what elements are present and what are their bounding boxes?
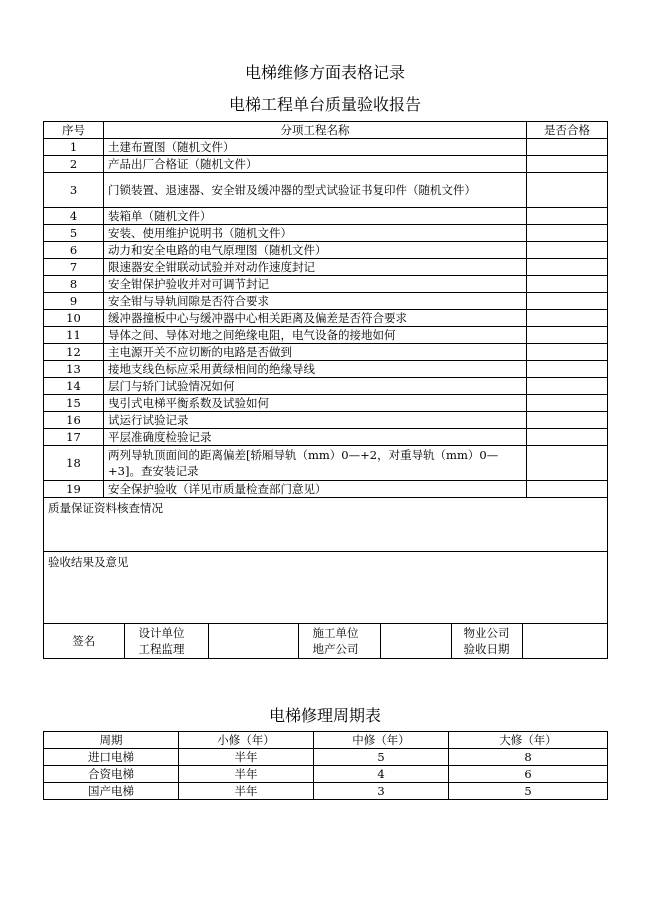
qualified-cell[interactable]	[527, 293, 608, 310]
row-number: 12	[44, 344, 104, 361]
cycle-value: 4	[314, 766, 449, 783]
item-name: 曳引式电梯平衡系数及试验如何	[104, 395, 527, 412]
header-qualified: 是否合格	[527, 122, 608, 139]
cycle-value: 半年	[179, 783, 314, 800]
table-row	[44, 242, 608, 259]
row-number: 5	[44, 225, 104, 242]
signature-row	[44, 624, 608, 659]
document-title: 电梯维修方面表格记录	[244, 63, 405, 82]
elevator-type: 合资电梯	[44, 766, 179, 783]
table-row	[44, 378, 608, 395]
qualified-cell[interactable]	[527, 225, 608, 242]
qualified-cell[interactable]	[527, 446, 608, 481]
qualified-cell[interactable]	[527, 242, 608, 259]
acceptance-result-row	[44, 552, 608, 624]
item-name: 平层准确度检验记录	[104, 429, 527, 446]
qualified-cell[interactable]	[527, 156, 608, 173]
row-number: 15	[44, 395, 104, 412]
table-row	[44, 310, 608, 327]
item-name: 两列导轨顶面间的距离偏差[轿厢导轨（mm）0—+2，对重导轨（mm）0—+3]。查安装记录	[104, 446, 527, 481]
item-name: 装箱单（随机文件）	[104, 208, 527, 225]
row-number: 11	[44, 327, 104, 344]
table-row	[44, 139, 608, 156]
label-line-2: 工程监理	[138, 642, 185, 656]
qualified-cell[interactable]	[527, 344, 608, 361]
table-row	[44, 766, 608, 783]
elevator-type: 国产电梯	[44, 783, 179, 800]
qualified-cell[interactable]	[527, 310, 608, 327]
qualified-cell[interactable]	[527, 429, 608, 446]
qualified-cell[interactable]	[527, 173, 608, 208]
repair-cycle-table	[43, 731, 608, 800]
cycle-header: 中修（年）	[314, 732, 449, 749]
item-name: 安全钳与导轨间隙是否符合要求	[104, 293, 527, 310]
acceptance-report-table	[43, 121, 608, 659]
cycle-value: 半年	[179, 766, 314, 783]
cycle-value: 5	[314, 749, 449, 766]
table-row	[44, 208, 608, 225]
row-number: 4	[44, 208, 104, 225]
table-row	[44, 429, 608, 446]
table-row	[44, 395, 608, 412]
table-row	[44, 749, 608, 766]
qualified-cell[interactable]	[527, 481, 608, 498]
qualified-cell[interactable]	[527, 259, 608, 276]
label-line-2: 地产公司	[312, 642, 359, 656]
quality-check-label[interactable]: 质量保证资料核查情况	[44, 498, 608, 552]
qualified-cell[interactable]	[527, 412, 608, 429]
row-number: 1	[44, 139, 104, 156]
qualified-cell[interactable]	[527, 378, 608, 395]
table-row	[44, 783, 608, 800]
item-name: 土建布置图（随机文件）	[104, 139, 527, 156]
cycle-value: 6	[449, 766, 608, 783]
item-name: 动力和安全电路的电气原理图（随机文件）	[104, 242, 527, 259]
row-number: 9	[44, 293, 104, 310]
cycle-value: 5	[449, 783, 608, 800]
cycle-value: 8	[449, 749, 608, 766]
label-line-1: 设计单位	[138, 626, 185, 640]
row-number: 7	[44, 259, 104, 276]
qualified-cell[interactable]	[527, 276, 608, 293]
qualified-cell[interactable]	[527, 361, 608, 378]
row-number: 8	[44, 276, 104, 293]
item-name: 主电源开关不应切断的电路是否做到	[104, 344, 527, 361]
report-header-row	[44, 122, 608, 139]
header-item-name: 分项工程名称	[104, 122, 527, 139]
cycle-value: 3	[314, 783, 449, 800]
table-row	[44, 344, 608, 361]
row-number: 10	[44, 310, 104, 327]
design-signature-field[interactable]	[208, 624, 298, 658]
property-date-label	[451, 624, 522, 658]
cycle-value: 半年	[179, 749, 314, 766]
cycle-table-title: 电梯修理周期表	[268, 706, 381, 725]
item-name: 接地支线色标应采用黄绿相间的绝缘导线	[104, 361, 527, 378]
row-number: 16	[44, 412, 104, 429]
table-row	[44, 412, 608, 429]
design-supervision-label	[124, 624, 208, 658]
item-name: 缓冲器撞板中心与缓冲器中心相关距离及偏差是否符合要求	[104, 310, 527, 327]
row-number: 18	[44, 446, 104, 481]
cycle-header: 周期	[44, 732, 179, 749]
table-row	[44, 259, 608, 276]
signature-label	[44, 624, 124, 658]
header-no: 序号	[44, 122, 104, 139]
cycle-header: 小修（年）	[179, 732, 314, 749]
table-row	[44, 361, 608, 378]
table-row	[44, 276, 608, 293]
report-title: 电梯工程单台质量验收报告	[228, 95, 421, 114]
signature-cell	[44, 624, 608, 659]
qualified-cell[interactable]	[527, 395, 608, 412]
item-name: 试运行试验记录	[104, 412, 527, 429]
item-name: 安全钳保护验收并对可调节封记	[104, 276, 527, 293]
row-number: 14	[44, 378, 104, 395]
qualified-cell[interactable]	[527, 327, 608, 344]
row-number: 13	[44, 361, 104, 378]
acceptance-result-label[interactable]: 验收结果及意见	[44, 552, 608, 624]
item-name: 门锁装置、退速器、安全钳及缓冲器的型式试验证书复印件（随机文件）	[104, 173, 527, 208]
qualified-cell[interactable]	[527, 208, 608, 225]
item-name: 产品出厂合格证（随机文件）	[104, 156, 527, 173]
row-number: 6	[44, 242, 104, 259]
label-line-1: 物业公司	[463, 626, 510, 640]
item-name: 导体之间、导体对地之间绝缘电阻，电气设备的接地如何	[104, 327, 527, 344]
property-signature-field[interactable]	[522, 624, 608, 658]
table-row	[44, 446, 608, 481]
table-row	[44, 293, 608, 310]
table-row	[44, 327, 608, 344]
row-number: 2	[44, 156, 104, 173]
qualified-cell[interactable]	[527, 139, 608, 156]
label-line-1: 施工单位	[312, 626, 359, 640]
item-name: 层门与轿门试验情况如何	[104, 378, 527, 395]
elevator-type: 进口电梯	[44, 749, 179, 766]
table-row	[44, 156, 608, 173]
cycle-header: 大修（年）	[449, 732, 608, 749]
row-number: 3	[44, 173, 104, 208]
row-number: 17	[44, 429, 104, 446]
item-name: 安装、使用维护说明书（随机文件）	[104, 225, 527, 242]
row-number: 19	[44, 481, 104, 498]
item-name: 安全保护验收（详见市质量检查部门意见）	[104, 481, 527, 498]
construction-signature-field[interactable]	[380, 624, 451, 658]
item-name: 限速器安全钳联动试验并对动作速度封记	[104, 259, 527, 276]
table-row	[44, 173, 608, 208]
table-row	[44, 225, 608, 242]
construction-realestate-label	[298, 624, 380, 658]
cycle-header-row	[44, 732, 608, 749]
table-row	[44, 481, 608, 498]
label-line-2: 验收日期	[463, 642, 510, 656]
quality-check-row	[44, 498, 608, 552]
signature-table	[44, 624, 608, 658]
label-line-1: 签名	[72, 634, 96, 648]
